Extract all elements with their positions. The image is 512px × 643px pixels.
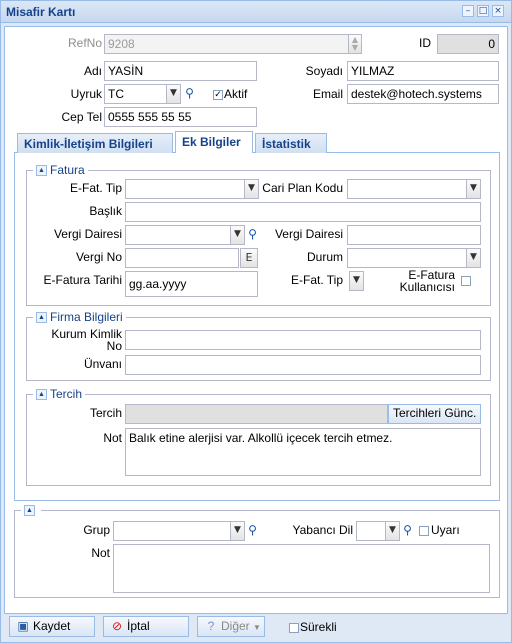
efatura-tarihi-field[interactable]: gg.aa.yyyy xyxy=(125,271,258,297)
bottom-not-label: Not xyxy=(91,546,110,560)
efat-tip-field[interactable] xyxy=(125,179,245,199)
firma-fieldset xyxy=(26,310,491,381)
fatura-collapse-icon[interactable]: ▲ xyxy=(36,165,47,176)
surekli-checkbox[interactable] xyxy=(289,623,299,633)
bottom-fieldset xyxy=(14,507,500,598)
tab-kimlik-iletisim[interactable]: Kimlik-İletişim Bilgileri xyxy=(17,133,173,154)
unvani-label: Ünvanı xyxy=(83,357,122,371)
vergi-dairesi2-label: Vergi Dairesi xyxy=(274,227,343,241)
diger-label: Diğer xyxy=(221,619,250,633)
kaydet-label: Kaydet xyxy=(33,619,71,633)
yabanci-dil-field[interactable] xyxy=(356,521,386,541)
maximize-button[interactable]: □ xyxy=(478,6,488,16)
adi-field[interactable]: YASİN xyxy=(104,61,257,81)
efat-tip2-dropdown-icon[interactable]: ▼ xyxy=(349,271,364,291)
vergi-no-field[interactable] xyxy=(125,248,239,268)
tercih-legend-text: Tercih xyxy=(50,387,83,401)
window-title: Misafir Kartı xyxy=(6,5,76,19)
uyruk-dropdown-icon[interactable]: ▼ xyxy=(166,84,181,104)
tab-istatistik[interactable]: İstatistik xyxy=(255,133,327,154)
efat-tip-dropdown-icon[interactable]: ▼ xyxy=(244,179,259,199)
form-body xyxy=(4,26,508,614)
grup-search-icon[interactable]: ⚲ xyxy=(248,523,257,537)
vergi-dairesi-field[interactable] xyxy=(125,225,231,245)
tab-ek-bilgiler[interactable]: Ek Bilgiler xyxy=(175,131,253,155)
vergi-no-e-button[interactable]: E xyxy=(240,248,258,268)
grup-field[interactable] xyxy=(113,521,231,541)
adi-label: Adı xyxy=(83,64,102,78)
minimize-button[interactable]: – xyxy=(462,5,474,17)
uyruk-search-icon[interactable]: ⚲ xyxy=(185,86,194,100)
refno-label: RefNo xyxy=(67,36,102,50)
tercihleri-gunc-button[interactable]: Tercihleri Günc. xyxy=(388,404,481,424)
baslik-label: Başlık xyxy=(89,204,122,218)
ceptel-label: Cep Tel xyxy=(61,110,102,124)
tab-strip xyxy=(14,131,500,153)
soyadi-label: Soyadı xyxy=(305,64,343,78)
firma-legend-text: Firma Bilgileri xyxy=(50,310,123,324)
soyadi-field[interactable]: YILMAZ xyxy=(347,61,499,81)
chevron-down-icon: ▼ xyxy=(253,623,261,632)
cari-plan-kodu-dropdown-icon[interactable]: ▼ xyxy=(466,179,481,199)
tercih-fieldset xyxy=(26,387,491,486)
yabanci-dil-search-icon[interactable]: ⚲ xyxy=(403,523,412,537)
ceptel-field[interactable]: 0555 555 55 55 xyxy=(104,107,257,127)
durum-dropdown-icon[interactable]: ▼ xyxy=(466,248,481,268)
tercih-legend[interactable] xyxy=(33,387,85,401)
efatura-kullanicisi-label: E-Fatura Kullanıcısı xyxy=(399,268,455,294)
refno-field[interactable]: 9208 xyxy=(104,34,351,54)
firma-collapse-icon[interactable]: ▲ xyxy=(36,312,47,323)
baslik-field[interactable] xyxy=(125,202,481,222)
vergi-no-label: Vergi No xyxy=(75,250,122,264)
ek-bilgiler-panel xyxy=(14,153,500,501)
fatura-legend-text: Fatura xyxy=(50,163,85,177)
surekli-label: Sürekli xyxy=(300,620,337,634)
window-titlebar[interactable] xyxy=(1,1,511,23)
unvani-field[interactable] xyxy=(125,355,481,375)
kurum-kimlik-field[interactable] xyxy=(125,330,481,350)
iptal-label: İptal xyxy=(127,619,150,633)
aktif-label: Aktif xyxy=(224,87,248,101)
cari-plan-kodu-field[interactable] xyxy=(347,179,467,199)
fatura-legend[interactable] xyxy=(33,163,88,177)
tercih-not-textarea[interactable]: Balık etine alerjisi var. Alkollü içecek tercih etmez. xyxy=(125,428,481,476)
bottom-collapse-icon[interactable]: ▲ xyxy=(24,505,35,516)
grup-dropdown-icon[interactable]: ▼ xyxy=(230,521,245,541)
vergi-dairesi-label: Vergi Dairesi xyxy=(53,227,122,241)
efatura-tarihi-label: E-Fatura Tarihi xyxy=(43,273,122,287)
bottom-not-textarea[interactable] xyxy=(113,544,490,593)
id-label: ID xyxy=(419,36,431,50)
vergi-dairesi-dropdown-icon[interactable]: ▼ xyxy=(230,225,245,245)
grup-label: Grup xyxy=(83,523,110,537)
cancel-icon: ⊘ xyxy=(111,619,123,633)
vergi-dairesi-search-icon[interactable]: ⚲ xyxy=(248,227,257,241)
diger-button[interactable] xyxy=(197,616,265,637)
cari-plan-kodu-label: Cari Plan Kodu xyxy=(262,181,343,195)
tercih-label: Tercih xyxy=(89,406,122,420)
tercih-collapse-icon[interactable]: ▲ xyxy=(36,389,47,400)
aktif-checkbox[interactable]: ✓ xyxy=(214,90,222,100)
save-icon: ▣ xyxy=(17,619,29,633)
iptal-button[interactable] xyxy=(103,616,189,637)
uyari-checkbox[interactable] xyxy=(419,526,429,536)
uyari-label: Uyarı xyxy=(431,523,460,537)
id-field[interactable]: 0 xyxy=(437,34,499,54)
yabanci-dil-dropdown-icon[interactable]: ▼ xyxy=(385,521,400,541)
close-button[interactable]: × xyxy=(492,5,504,17)
help-icon: ? xyxy=(207,619,215,633)
efatura-kullanicisi-checkbox[interactable] xyxy=(461,276,471,286)
refno-spinner[interactable]: ▲ ▼ xyxy=(348,34,362,54)
durum-label: Durum xyxy=(306,250,343,264)
uyruk-field[interactable]: TC xyxy=(104,84,167,104)
kurum-kimlik-label: Kurum Kimlik No xyxy=(51,327,122,353)
yabanci-dil-label: Yabancı Dil xyxy=(292,523,353,537)
durum-field[interactable] xyxy=(347,248,467,268)
tercih-not-label: Not xyxy=(103,431,122,445)
email-label: Email xyxy=(312,87,343,101)
vergi-dairesi2-field[interactable] xyxy=(347,225,481,245)
fatura-fieldset xyxy=(26,163,491,306)
uyruk-label: Uyruk xyxy=(70,87,102,101)
bottom-legend[interactable] xyxy=(21,503,41,517)
tercih-field[interactable] xyxy=(125,404,388,424)
efat-tip-label: E-Fat. Tip xyxy=(69,181,122,195)
firma-legend[interactable] xyxy=(33,310,126,324)
kaydet-button[interactable] xyxy=(9,616,95,637)
efat-tip2-label: E-Fat. Tip xyxy=(290,273,343,287)
email-field[interactable]: destek@hotech.systems xyxy=(347,84,499,104)
